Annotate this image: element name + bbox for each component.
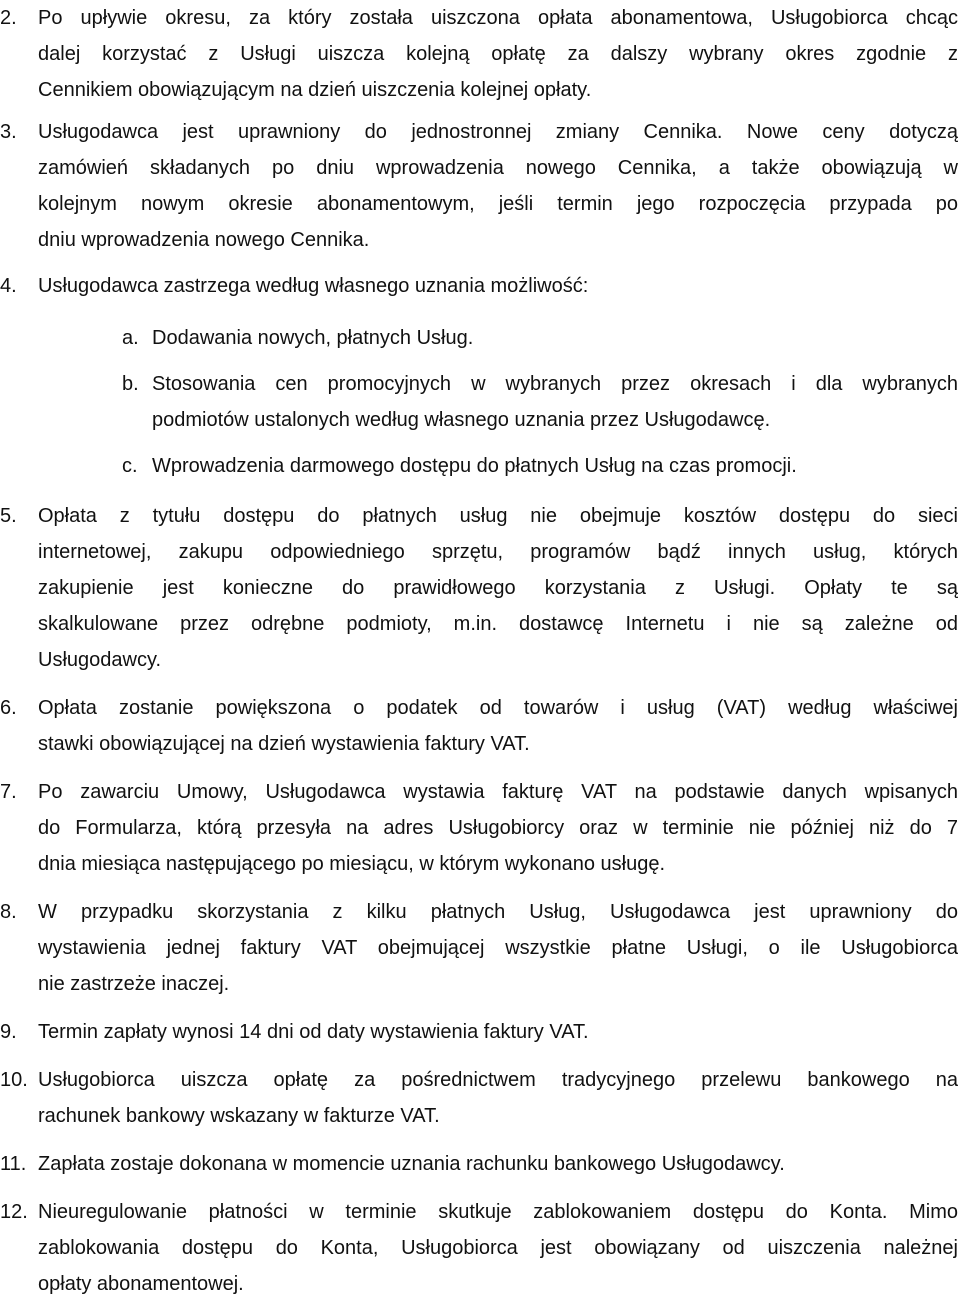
text-line: internetowej, zakupu odpowiedniego sprzętu, programów bądź innych usług, których: [38, 541, 958, 563]
item-number: 10.: [0, 1069, 28, 1091]
text-line: do Formularza, którą przesyła na adres Usługobiorcy oraz w terminie nie później niż do 7: [38, 817, 958, 839]
item-text: [38, 1014, 958, 1050]
sub-item-letter: a.: [122, 327, 139, 349]
text-line: Usługodawca zastrzega według własnego uznania możliwość:: [38, 275, 589, 297]
item-number: 4.: [0, 275, 17, 297]
item-number: 5.: [0, 505, 17, 527]
text-line: rachunek bankowy wskazany w fakturze VAT.: [38, 1105, 440, 1127]
text-line: zablokowania dostępu do Konta, Usługobiorca jest obowiązany od uiszczenia należnej: [38, 1237, 958, 1259]
text-line: Nieuregulowanie płatności w terminie skutkuje zablokowaniem dostępu do Konta. Mimo: [38, 1201, 958, 1223]
item-number: 9.: [0, 1021, 17, 1043]
text-line: wystawienia jednej faktury VAT obejmującej wszystkie płatne Usługi, o ile Usługobiorca: [38, 937, 958, 959]
sub-item-letter: c.: [122, 455, 138, 477]
text-line: Termin zapłaty wynosi 14 dni od daty wystawienia faktury VAT.: [38, 1021, 589, 1043]
item-number: 6.: [0, 697, 17, 719]
text-line: zakupienie jest konieczne do prawidłowego korzystania z Usługi. Opłaty te są: [38, 577, 958, 599]
text-line: kolejnym nowym okresie abonamentowym, jeśli termin jego rozpoczęcia przypada po: [38, 193, 958, 215]
item-text: [38, 268, 958, 304]
text-line: Wprowadzenia darmowego dostępu do płatnych Usług na czas promocji.: [152, 455, 797, 477]
text-line: stawki obowiązującej na dzień wystawienia faktury VAT.: [38, 733, 530, 755]
text-line: W przypadku skorzystania z kilku płatnych Usług, Usługodawca jest uprawniony do: [38, 901, 958, 923]
text-line: dniu wprowadzenia nowego Cennika.: [38, 229, 370, 251]
item-text: [38, 774, 958, 882]
sub-item-text: [152, 448, 958, 484]
text-line: podmiotów ustalonych według własnego uznania przez Usługodawcę.: [152, 409, 771, 431]
item-number: 12.: [0, 1201, 28, 1223]
text-line: opłaty abonamentowej.: [38, 1273, 244, 1295]
item-text: [38, 1146, 958, 1182]
text-line: Cennikiem obowiązującym na dzień uiszczenia kolejnej opłaty.: [38, 79, 592, 101]
text-line: Po upływie okresu, za który została uiszczona opłata abonamentowa, Usługobiorca chcąc: [38, 7, 958, 29]
text-line: Usługodawcy.: [38, 649, 162, 671]
text-line: Opłata zostanie powiększona o podatek od towarów i usług (VAT) według właściwej: [38, 697, 958, 719]
item-number: 8.: [0, 901, 17, 923]
text-line: Opłata z tytułu dostępu do płatnych usług nie obejmuje kosztów dostępu do sieci: [38, 505, 958, 527]
sub-item-letter: b.: [122, 373, 139, 395]
item-text: [38, 894, 958, 1002]
text-line: Zapłata zostaje dokonana w momencie uznania rachunku bankowego Usługodawcy.: [38, 1153, 785, 1175]
item-number: 7.: [0, 781, 17, 803]
sub-item-text: [152, 320, 958, 356]
text-line: Po zawarciu Umowy, Usługodawca wystawia fakturę VAT na podstawie danych wpisanych: [38, 781, 958, 803]
item-number: 2.: [0, 7, 17, 29]
text-line: dalej korzystać z Usługi uiszcza kolejną opłatę za dalszy wybrany okres zgodnie z: [38, 43, 958, 65]
text-line: Stosowania cen promocyjnych w wybranych przez okresach i dla wybranych: [152, 373, 958, 395]
sub-item-text: [152, 366, 958, 438]
text-line: Usługodawca jest uprawniony do jednostronnej zmiany Cennika. Nowe ceny dotyczą: [38, 121, 958, 143]
item-number: 11.: [0, 1153, 27, 1175]
text-line: Dodawania nowych, płatnych Usług.: [152, 327, 474, 349]
item-text: [38, 0, 958, 108]
text-line: Usługobiorca uiszcza opłatę za pośrednictwem tradycyjnego przelewu bankowego na: [38, 1069, 958, 1091]
item-text: [38, 1062, 958, 1134]
text-line: dnia miesiąca następującego po miesiącu, w którym wykonano usługę.: [38, 853, 666, 875]
item-text: [38, 498, 958, 678]
item-text: [38, 114, 958, 258]
text-line: skalkulowane przez odrębne podmioty, m.in. dostawcę Internetu i nie są zależne od: [38, 613, 958, 635]
text-line: nie zastrzeże inaczej.: [38, 973, 230, 995]
item-text: [38, 1194, 958, 1302]
item-text: [38, 690, 958, 762]
item-number: 3.: [0, 121, 17, 143]
text-line: zamówień składanych po dniu wprowadzenia nowego Cennika, a także obowiązują w: [38, 157, 958, 179]
